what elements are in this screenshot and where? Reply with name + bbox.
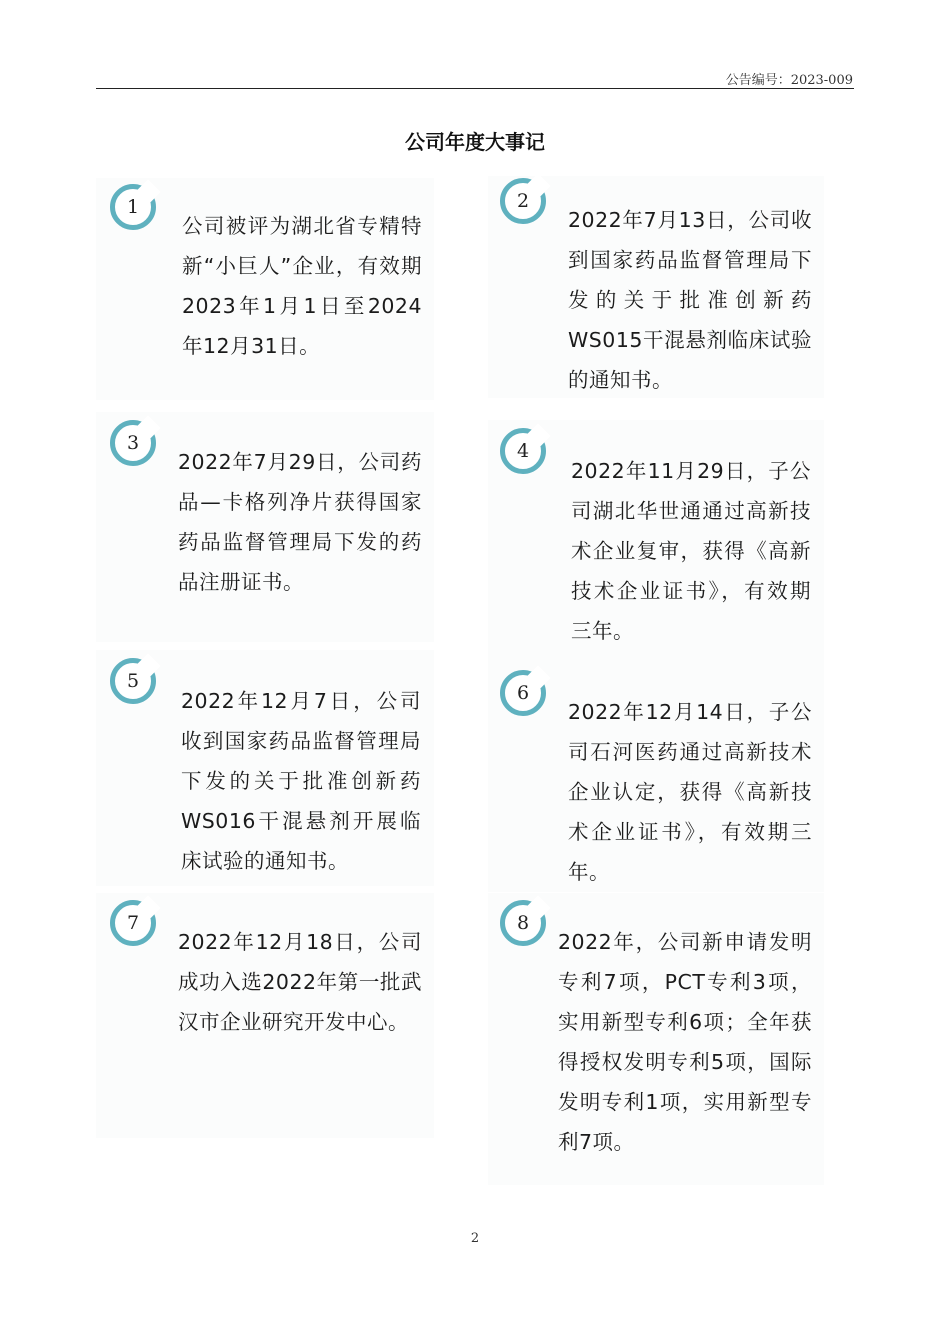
event-number: 6 [516, 682, 530, 704]
header-divider [96, 88, 854, 89]
event-text: 2022年，公司新申请发明专利7项，PCT专利3项，实用新型专利6项；全年获得授权发明专利5项，国际发明专利1项，实用新型专利7项。 [558, 930, 812, 1154]
event-number: 4 [516, 440, 530, 462]
event-number-circle-icon [500, 428, 546, 474]
event-number-circle-icon [110, 420, 156, 466]
event-text: 2022年11月29日，子公司湖北华世通通过高新技术企业复审，获得《高新技术企业证书》，有效期三年。 [571, 459, 811, 643]
event-text: 2022年12月7日，公司收到国家药品监督管理局下发的关于批准创新药WS016干混悬剂开展临床试验的通知书。 [181, 689, 421, 873]
event-text: 公司被评为湖北省专精特新“小巨人”企业，有效期2023年1月1日至2024年12月31日。 [182, 214, 422, 358]
event-text: 2022年12月18日，公司成功入选2022年第一批武汉市企业研究开发中心。 [178, 930, 422, 1034]
event-number: 7 [126, 912, 140, 934]
event-number: 1 [126, 196, 140, 218]
event-number: 3 [126, 432, 140, 454]
event-text: 2022年12月14日，子公司石河医药通过高新技术企业认定，获得《高新技术企业证书》，有效期三年。 [568, 700, 812, 884]
announcement-code: 公告编号：2023-009 [725, 73, 853, 88]
event-number: 5 [126, 670, 140, 692]
event-number-circle-icon [500, 178, 546, 224]
event-number: 8 [516, 912, 530, 934]
event-text: 2022年7月29日，公司药品—卡格列净片获得国家药品监督管理局下发的药品注册证书。 [178, 450, 422, 594]
event-text: 2022年7月13日，公司收到国家药品监督管理局下发的关于批准创新药WS015干混悬剂临床试验的通知书。 [568, 208, 812, 392]
event-number-circle-icon [110, 184, 156, 230]
event-number-circle-icon [110, 900, 156, 946]
event-number-circle-icon [500, 670, 546, 716]
page-title: 公司年度大事记 [405, 130, 545, 154]
page-number: 2 [470, 1231, 480, 1246]
event-number: 2 [516, 190, 530, 212]
event-number-circle-icon [110, 658, 156, 704]
event-number-circle-icon [500, 900, 546, 946]
